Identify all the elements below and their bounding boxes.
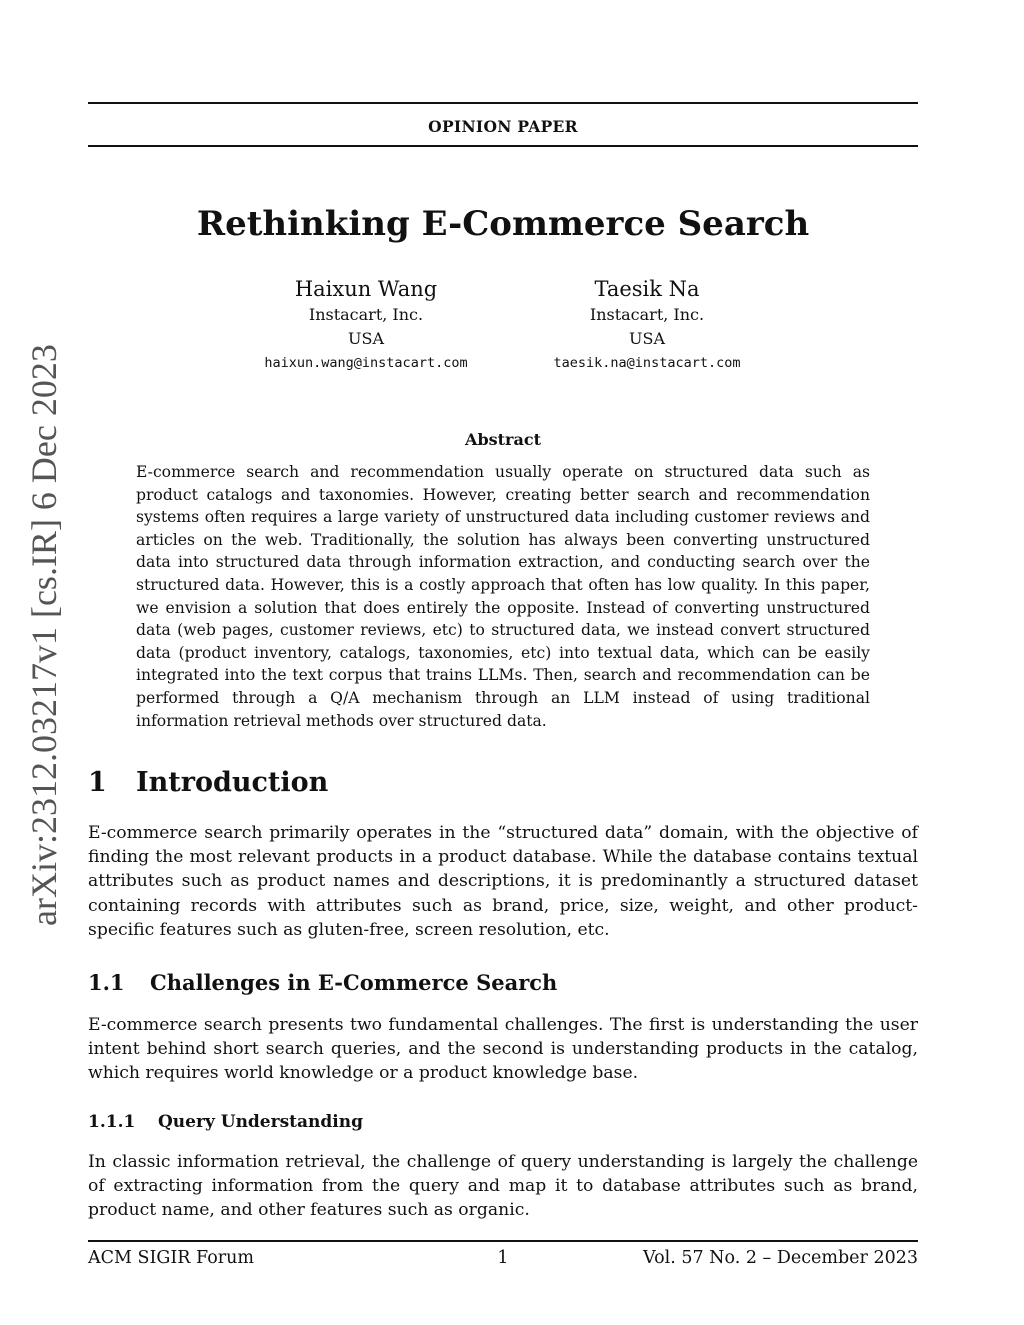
author-affiliation: Instacart, Inc. — [589, 305, 705, 324]
footer-rule — [88, 1240, 918, 1242]
subsection-title: Challenges in E-Commerce Search — [150, 970, 558, 995]
author-block-2 — [497, 275, 797, 375]
section-title: Introduction — [136, 767, 329, 798]
banner-rule — [88, 145, 918, 147]
footer-venue: ACM SIGIR Forum — [88, 1248, 254, 1268]
section-heading-introduction — [88, 767, 328, 798]
subsubsection-title: Query Understanding — [158, 1112, 363, 1132]
author-name: Taesik Na — [594, 277, 700, 301]
author-country: USA — [348, 329, 384, 348]
subsubsection-heading-query-understanding — [88, 1112, 363, 1132]
footer-page-number: 1 — [497, 1248, 509, 1268]
paper-title: Rethinking E-Commerce Search — [196, 204, 810, 244]
introduction-paragraph: E-commerce search primarily operates in the “structured data” domain, with the objective of finding the most relevant products in a product database. While the database contains textual attributes such as product names and descriptions, it is predominantly a structured dataset containing records with attributes such as brand, price, size, weight, and other product-specific features such as gluten-free, screen resolution, etc. — [88, 823, 918, 940]
top-rule — [88, 102, 918, 104]
author-email[interactable]: haixun.wang@instacart.com — [264, 355, 468, 371]
author-affiliation: Instacart, Inc. — [308, 305, 424, 324]
query-understanding-paragraph: In classic information retrieval, the challenge of query understanding is largely the challenge of extracting information from the query and map it to database attributes such as brand, product name, and other features such as organic. — [88, 1152, 918, 1221]
abstract-text: E-commerce search and recommendation usually operate on structured data such as product catalogs and taxonomies. However, creating better search and recommendation systems often requires a large variety of unstructured data including customer reviews and articles on the web. Traditionally, the solution has always been converting unstructured data into structured data through information extraction, and conducting search over the structured data. However, this is a costly approach that often has low quality. In this paper, we envision a solution that does entirely the opposite. Instead of converting unstructured data (web pages, customer reviews, etc) to structured data, we instead convert structured data (product inventory, catalogs, taxonomies, etc) into textual data, which can be easily integrated into the text corpus that trains LLMs. Then, search and recommendation can be performed through a Q/A mechanism through an LLM instead of using traditional information retrieval methods over structured data. — [136, 463, 870, 730]
author-email[interactable]: taesik.na@instacart.com — [553, 355, 741, 371]
section-number: 1 — [88, 767, 107, 798]
subsubsection-number: 1.1.1 — [88, 1112, 136, 1132]
author-name: Haixun Wang — [294, 277, 438, 301]
arxiv-identifier[interactable]: arXiv:2312.03217v1 [cs.IR] 6 Dec 2023 — [24, 344, 64, 926]
paper-type-banner: OPINION PAPER — [428, 117, 578, 136]
abstract-heading: Abstract — [465, 430, 541, 449]
author-country: USA — [629, 329, 665, 348]
subsection-heading-challenges — [88, 970, 557, 995]
challenges-paragraph: E-commerce search presents two fundamental challenges. The first is understanding the user intent behind short search queries, and the second is understanding products in the catalog, which requires world knowledge or a product knowledge base. — [88, 1015, 918, 1084]
footer-issue: Vol. 57 No. 2 – December 2023 — [643, 1248, 918, 1268]
author-block-1 — [216, 275, 516, 375]
subsection-number: 1.1 — [88, 970, 125, 995]
